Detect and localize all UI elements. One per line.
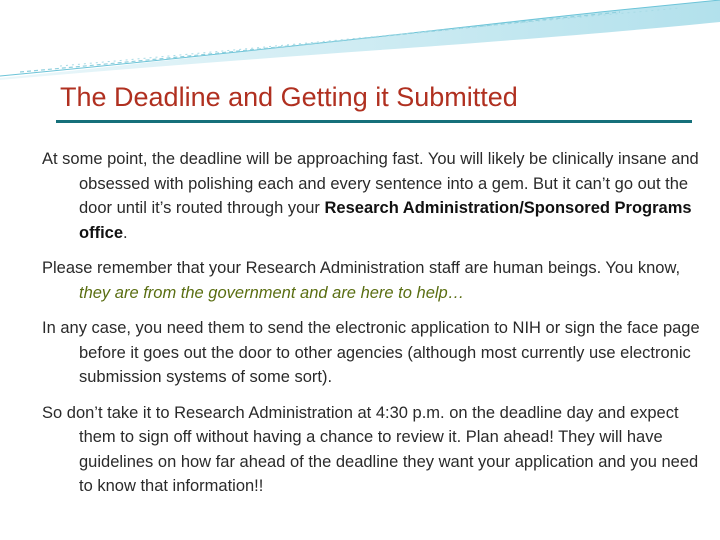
paragraph-routing-end: . xyxy=(123,223,128,242)
paragraph-submission: In any case, you need them to send the electronic application to NIH or sign the face page before it goes out the door to other agencies (although most currently use electronic submission systems of some sort). xyxy=(42,319,700,386)
slide-body xyxy=(42,147,702,510)
paragraph-staff xyxy=(42,256,702,305)
paragraph-routing-text: At some point, the deadline will be approaching fast. You will likely be clinically insane and obsessed with polishing each and every sentence into a gem. But it can’t go out the door until it’s routed through your xyxy=(42,150,699,217)
title-divider xyxy=(56,120,692,123)
paragraph-plan-ahead: So don’t take it to Research Administration at 4:30 p.m. on the deadline day and expect them to sign off without having a chance to review it. Plan ahead! They will have guidelines on how far ahead of the deadline they want your application and you need to know that information!! xyxy=(42,403,699,495)
paragraph-routing xyxy=(42,147,702,245)
paragraph-staff-text: Please remember that your Research Administration staff are human beings. You know, xyxy=(42,259,681,277)
header-wave-decoration xyxy=(0,0,720,80)
slide-title: The Deadline and Getting it Submitted xyxy=(60,82,518,112)
government-quote: they are from the government and are here to help… xyxy=(79,283,465,302)
research-office-emphasis: Research Administration/Sponsored Programs office xyxy=(79,199,692,242)
